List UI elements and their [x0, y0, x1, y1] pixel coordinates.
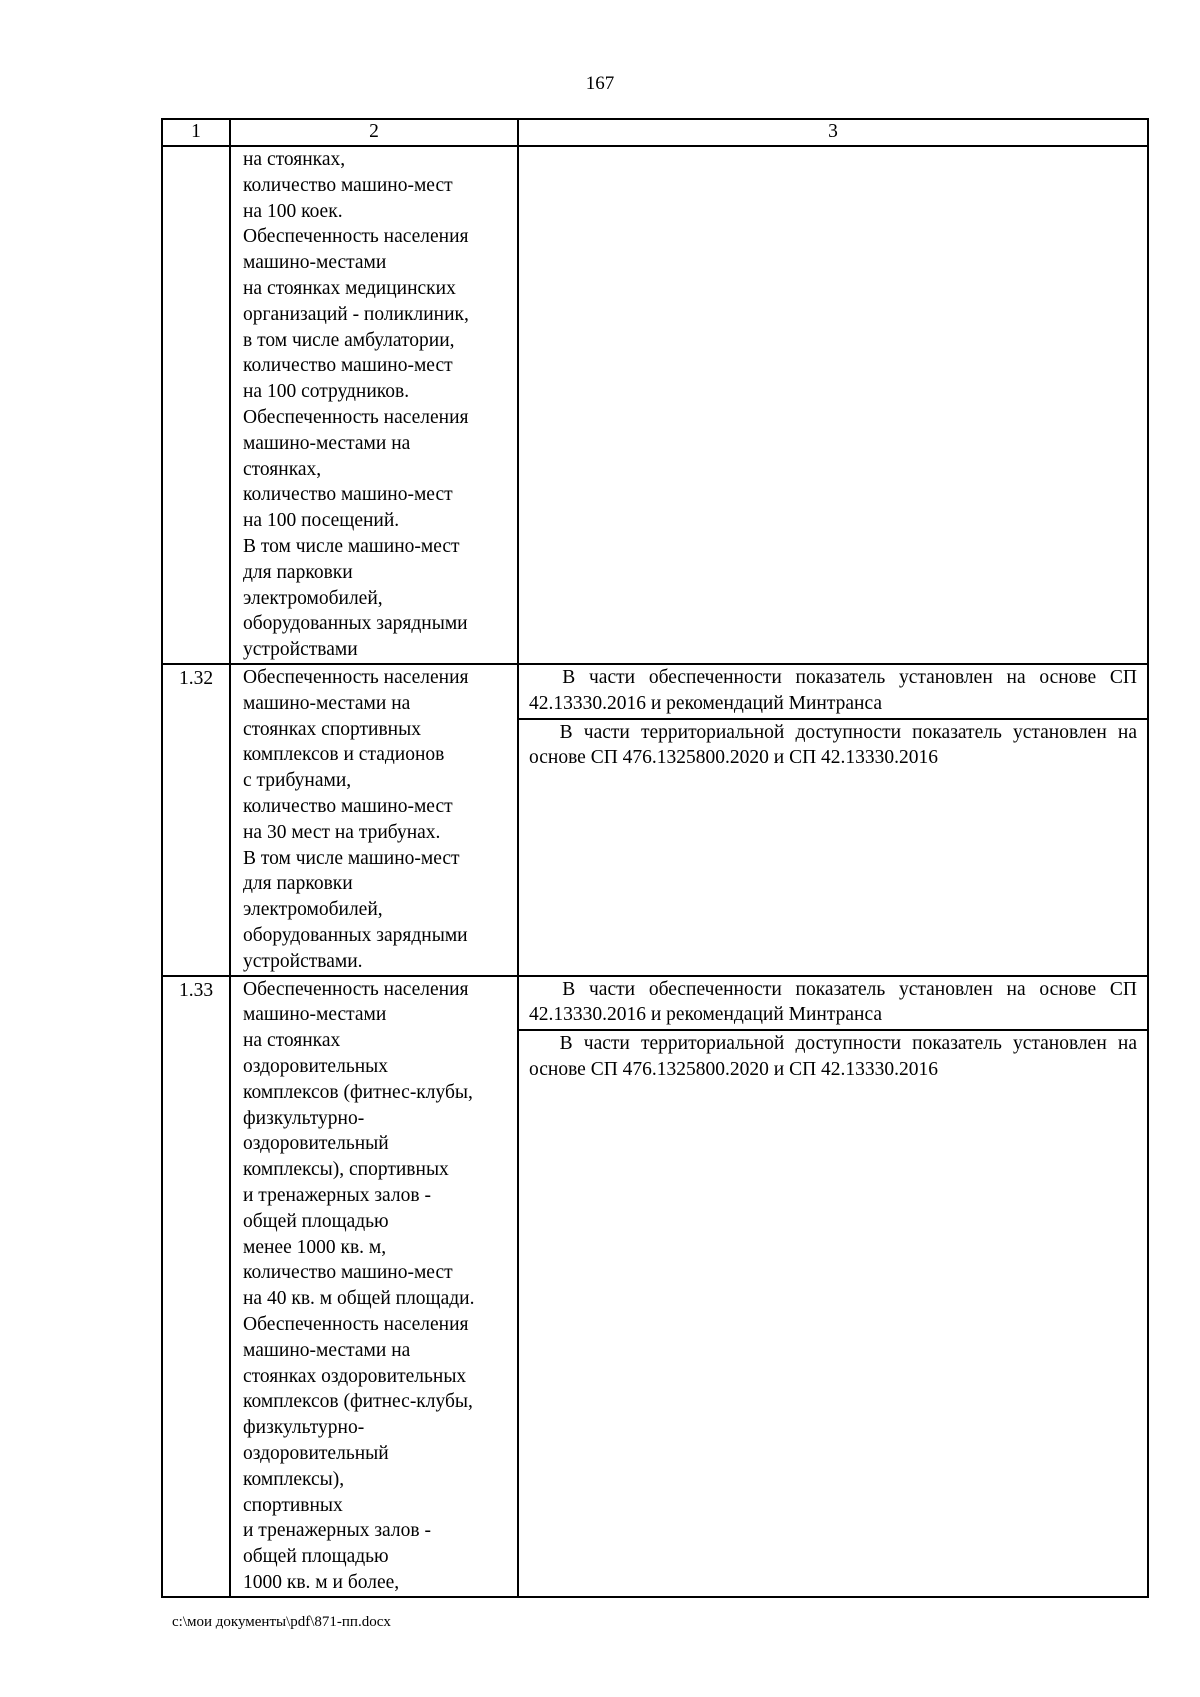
description-line: на стоянках	[243, 1030, 341, 1052]
row-description	[230, 664, 518, 976]
description-line: физкультурно-	[243, 1417, 365, 1439]
header-col-1: 1	[162, 119, 230, 146]
row-description	[230, 146, 518, 664]
description-line: менее 1000 кв. м,	[243, 1236, 387, 1258]
description-line: на стоянках,	[243, 149, 346, 170]
description-line: спортивных	[243, 1494, 343, 1516]
description-line: Обеспеченность населения	[243, 226, 469, 248]
description-line: оздоровительный	[243, 1442, 389, 1464]
description-line: общей площадью	[243, 1546, 389, 1568]
row-number	[162, 146, 230, 664]
description-line: и тренажерных залов -	[243, 1520, 431, 1542]
description-line: машино-местами	[243, 1004, 387, 1026]
description-line: количество машино-мест	[243, 484, 453, 506]
description-line: машино-местами на	[243, 432, 411, 454]
description-line: комплексов и стадионов	[243, 744, 445, 766]
description-line: машино-местами на	[243, 1339, 411, 1361]
table-row	[162, 664, 1148, 976]
description-line: В том числе машино-мест	[243, 535, 460, 557]
row-basis	[518, 976, 1148, 1597]
table-row	[162, 146, 1148, 664]
description-line: комплексы), спортивных	[243, 1159, 449, 1181]
description-line: Обеспеченность населения	[243, 1313, 469, 1335]
description-line: в том числе амбулатории,	[243, 329, 455, 351]
description-line: общей площадью	[243, 1210, 389, 1232]
description-line: электромобилей,	[243, 587, 383, 609]
row-basis	[518, 146, 1148, 664]
page-number: 167	[585, 73, 615, 94]
basis-paragraph: В части обеспеченности показатель установлен на основе СП 42.13330.2016 и рекомендаций Минтранса	[519, 665, 1147, 720]
description-line: на 30 мест на трибунах.	[243, 821, 441, 843]
description-line: организаций - поликлиник,	[243, 303, 469, 325]
description-line: стоянках спортивных	[243, 718, 421, 740]
description-line: комплексов (фитнес-клубы,	[243, 1081, 473, 1103]
row-number: 1.32	[162, 664, 230, 976]
description-line: Обеспеченность населения	[243, 978, 469, 1000]
description-line: с трибунами,	[243, 770, 352, 792]
description-line: на стоянках медицинских	[243, 277, 456, 299]
description-line: физкультурно-	[243, 1107, 365, 1129]
description-line: на 100 коек.	[243, 200, 343, 222]
description-line: оздоровительных	[243, 1055, 389, 1077]
description-line: для парковки	[243, 873, 353, 895]
description-line: комплексы),	[243, 1468, 345, 1490]
description-line: машино-местами на	[243, 692, 411, 714]
description-line: на 40 кв. м общей площади.	[243, 1288, 475, 1310]
row-basis	[518, 664, 1148, 976]
basis-paragraph: В части территориальной доступности показатель установлен на основе СП 476.1325800.2020 и СП 42.13330.2016	[529, 721, 1137, 769]
description-line: Обеспеченность населения	[243, 667, 469, 688]
description-line: электромобилей,	[243, 899, 383, 921]
description-line: устройствами	[243, 639, 358, 661]
description-line: на 100 посещений.	[243, 510, 400, 532]
row-description	[230, 976, 518, 1597]
file-path-footer: c:\мои документы\pdf\871-пп.docx	[172, 1614, 391, 1630]
description-line: количество машино-мест	[243, 174, 453, 196]
description-line: стоянках оздоровительных	[243, 1365, 467, 1387]
description-line: В том числе машино-мест	[243, 847, 460, 869]
description-line: количество машино-мест	[243, 355, 453, 377]
description-line: машино-местами	[243, 252, 387, 274]
table-header-row	[162, 119, 1148, 146]
row-number: 1.33	[162, 976, 230, 1597]
description-line: Обеспеченность населения	[243, 406, 469, 428]
description-line: устройствами.	[243, 950, 363, 972]
description-line: оборудованных зарядными	[243, 924, 468, 946]
basis-paragraph: В части территориальной доступности показатель установлен на основе СП 476.1325800.2020 и СП 42.13330.2016	[529, 1033, 1137, 1080]
description-line: для парковки	[243, 561, 353, 583]
standards-table	[161, 118, 1149, 1598]
header-col-2: 2	[230, 119, 518, 146]
table-row	[162, 976, 1148, 1597]
description-line: комплексов (фитнес-клубы,	[243, 1391, 473, 1413]
description-line: оздоровительный	[243, 1133, 389, 1155]
description-line: на 100 сотрудников.	[243, 381, 410, 403]
description-line: количество машино-мест	[243, 1262, 453, 1284]
description-line: стоянках,	[243, 458, 322, 480]
description-line: и тренажерных залов -	[243, 1184, 431, 1206]
description-line: 1000 кв. м и более,	[243, 1571, 400, 1593]
basis-paragraph: В части обеспеченности показатель установлен на основе СП 42.13330.2016 и рекомендаций Минтранса	[519, 977, 1147, 1032]
header-col-3: 3	[518, 119, 1148, 146]
description-line: оборудованных зарядными	[243, 613, 468, 635]
description-line: количество машино-мест	[243, 795, 453, 817]
